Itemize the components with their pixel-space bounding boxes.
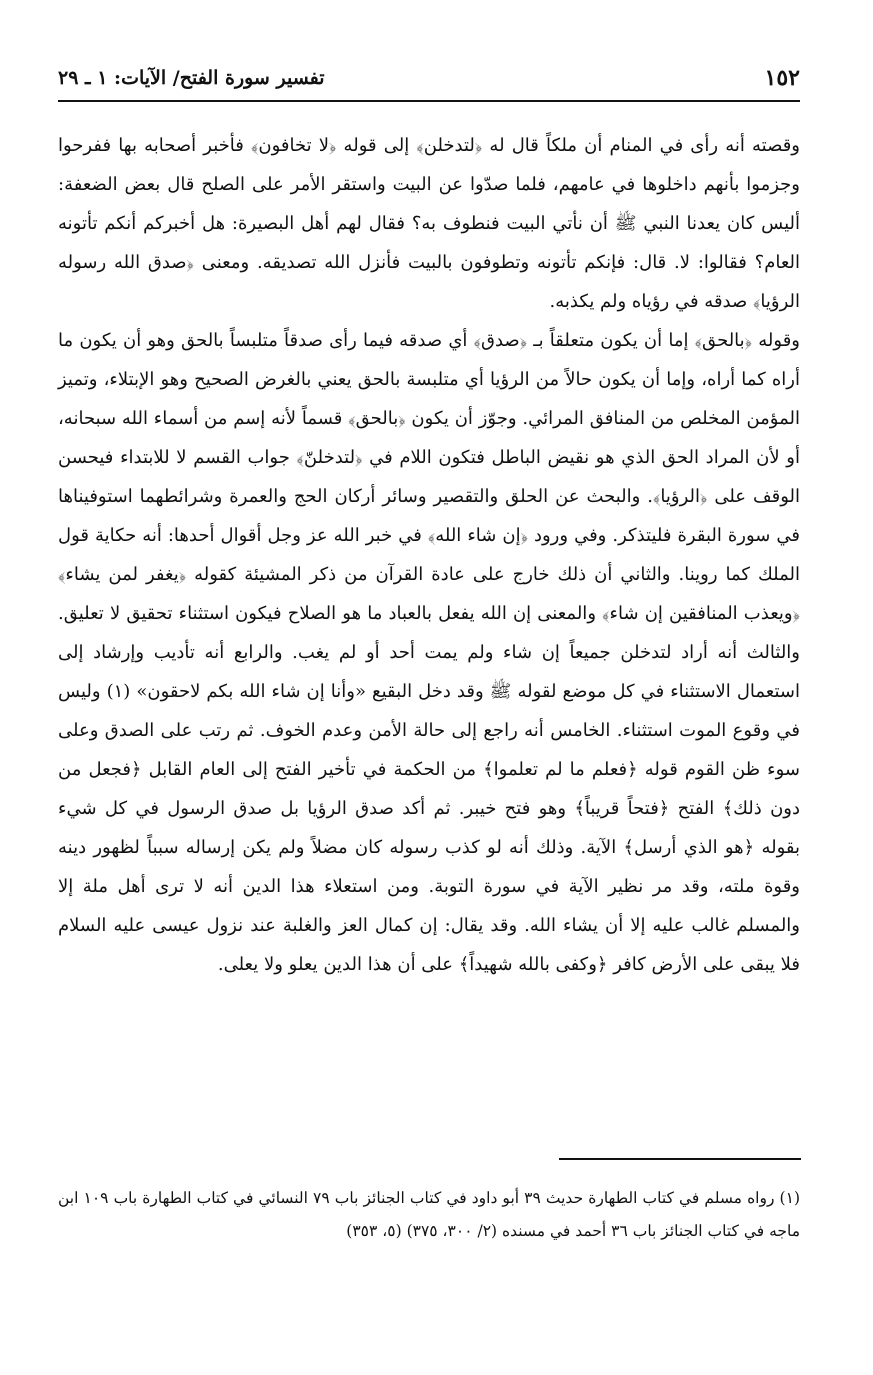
paragraph: وقصته أنه رأى في المنام أن ملكاً قال له ﴿لتدخلن﴾ إلى قوله ﴿لا تخافون﴾ فأخبر أصحابه بها ففرحوا وجزموا بأنهم داخلوها في عامهم، فلما صدّوا عن البيت واستقر الأمر على الصلح قال بعض الضعفة: أليس كان يعدنا النبي ﷺ أن نأتي البيت فنطوف به؟ فقال لهم أهل البصيرة: هل أخبركم أنكم تأتونه العام؟ فقالوا: لا. قال: فإنكم تأتونه وتطوفون بالبيت فأنزل الله تصديقه. ومعنى ﴿صدق الله رسوله الرؤيا﴾ صدقه في رؤياه ولم يكذبه. xyxy=(58,135,800,312)
main-text xyxy=(58,126,800,984)
footnote-divider xyxy=(559,1158,801,1160)
paragraph: وقوله ﴿بالحق﴾ إما أن يكون متعلقاً بـ ﴿صدق﴾ أي صدقه فيما رأى صدقاً متلبساً بالحق وهو أن يكون ما أراه كما أراه، وإما أن يكون حالاً من الرؤيا أي متلبسة بالحق يعني بالغرض الصحيح وهو الإبتلاء، وتميز المؤمن المخلص من المنافق المرائي. وجوّز أن يكون ﴿بالحق﴾ قسماً لأنه إسم من أسماء الله سبحانه، أو لأن المراد الحق الذي هو نقيض الباطل فتكون اللام في ﴿لتدخلنّ﴾ جواب القسم لا للابتداء فيحسن الوقف على ﴿الرؤيا﴾. والبحث عن الحلق والتقصير وسائر أركان الحج والعمرة وشرائطهما استوفيناها في سورة البقرة فليتذكر. وفي ورود ﴿إن شاء الله﴾ في خبر الله عز وجل أقوال أحدها: أنه حكاية قول الملك كما روينا. والثاني أن ذلك خارج على عادة القرآن من ذكر المشيئة كقوله ﴿يغفر لمن يشاء﴾ ﴿ويعذب المنافقين إن شاء﴾ والمعنى إن الله يفعل بالعباد ما هو الصلاح فيكون استثناء تحقيق لا تعليق. والثالث أنه أراد لتدخلن جميعاً إن شاء ولم يمت أحد أو لم يغب. والرابع أنه تأديب وإرشاد إلى استعمال الاستثناء في كل موضع لقوله ﷺ وقد دخل البقيع «وأنا إن شاء الله بكم لاحقون» (١) وليس في وقوع الموت استثناء. الخامس أنه راجع إلى حالة الأمن وعدم الخوف. ثم رتب على الصدق وعلى سوء ظن القوم قوله ﴿فعلم ما لم تعلموا﴾ من الحكمة في تأخير الفتح إلى العام القابل ﴿فجعل من دون ذلك﴾ الفتح ﴿فتحاً قريباً﴾ وهو فتح خيبر. ثم أكد صدق الرؤيا بل صدق الرسول في كل شيء بقوله ﴿هو الذي أرسل﴾ الآية. وذلك أنه لو كذب رسوله كان مضلاً ولم يكن إرساله سبباً لظهور دينه وقوة ملته، وقد مر نظير الآية في سورة التوبة. ومن استعلاء هذا الدين أنه لا ترى أهل ملة إلا والمسلم غالب عليه إلا أن يشاء الله. وقد يقال: إن كمال العز والغلبة عند نزول عيسى عليه السلام فلا يبقى على الأرض كافر ﴿وكفى بالله شهيداً﴾ على أن هذا الدين يعلو ولا يعلى. xyxy=(58,330,801,975)
page-number: ١٥٢ xyxy=(764,65,800,91)
running-title: تفسير سورة الفتح/ الآيات: ١ ـ ٢٩ xyxy=(58,67,325,89)
page-header xyxy=(58,60,800,102)
footnote: (١) رواه مسلم في كتاب الطهارة حديث ٣٩ أبو داود في كتاب الجنائز باب ٧٩ النسائي في كتاب الطهارة باب ١٠٩ ابن ماجه في كتاب الجنائز باب ٣٦ أحمد في مسنده (٢/ ٣٠٠، ٣٧٥) (٥، ٣٥٣) xyxy=(58,1189,800,1240)
